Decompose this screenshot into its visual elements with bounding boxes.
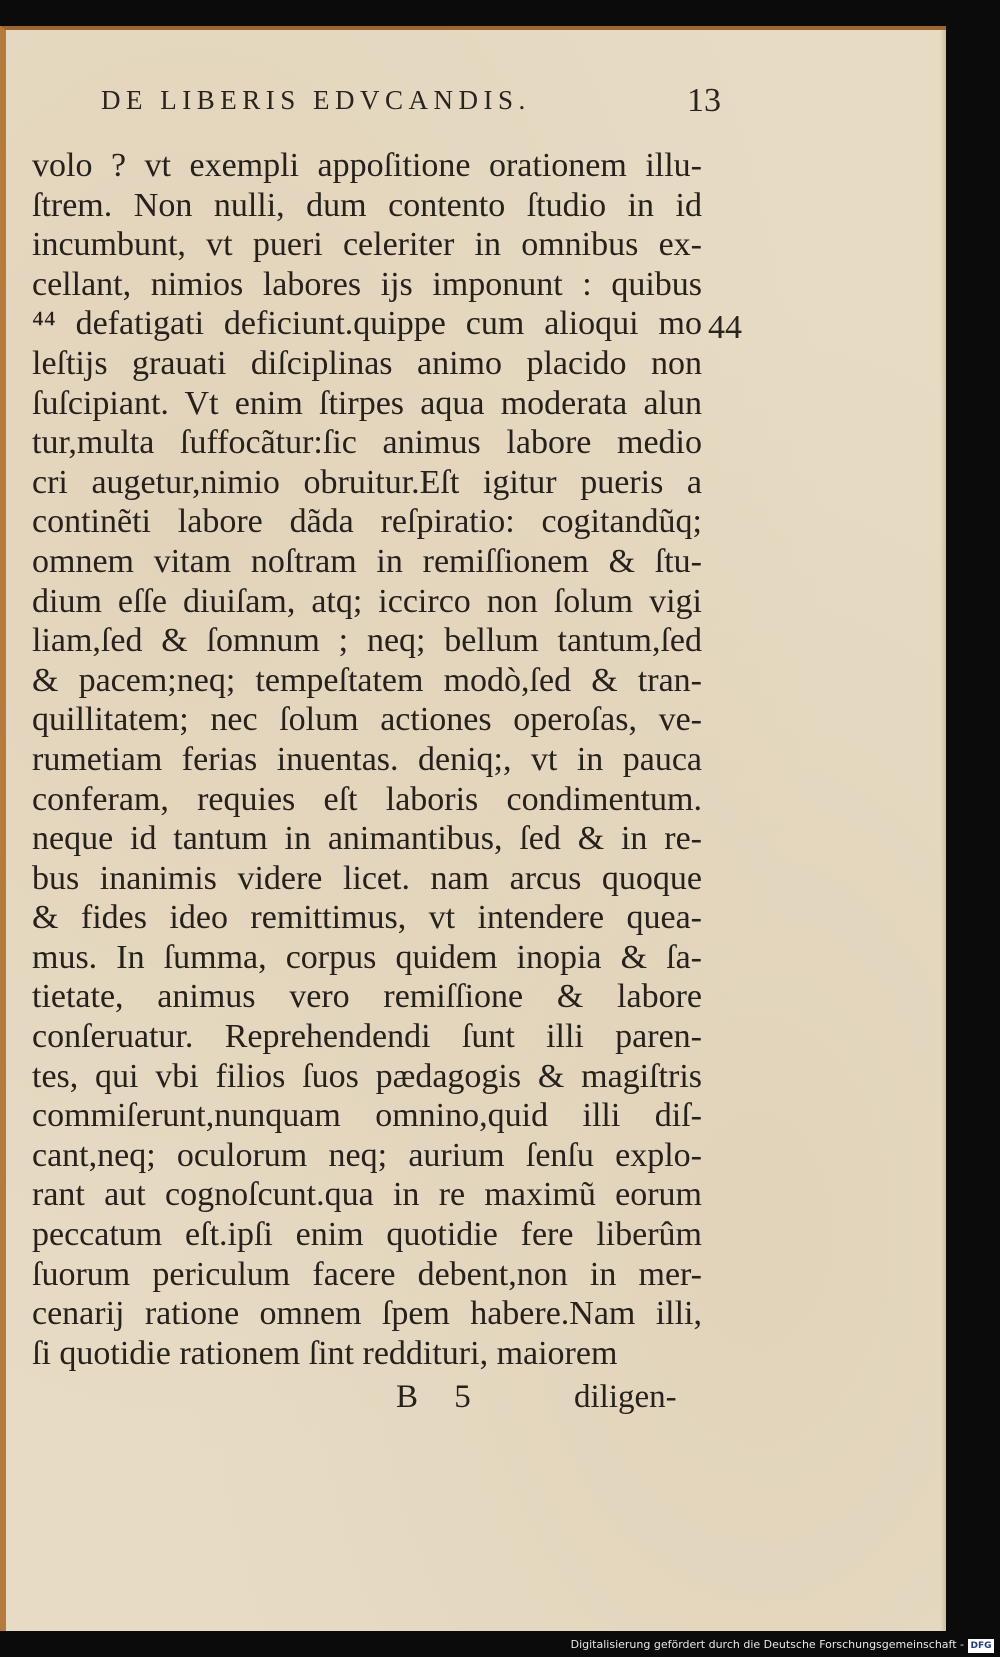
- text-line: commiſerunt,nunquam omnino,quid illi diſ-: [32, 1097, 702, 1135]
- dfg-logo: DFG: [968, 1639, 994, 1653]
- text-line: leſtijs grauati diſciplinas animo placido non: [32, 344, 702, 382]
- text-line: incumbunt, vt pueri celeriter in omnibus ex-: [32, 226, 702, 264]
- running-title: DE LIBERIS EDVCANDIS.: [101, 85, 531, 115]
- text-line: omnem vitam noſtram in remiſſionem & ſtu-: [32, 542, 702, 580]
- text-line: cellant, nimios labores ijs imponunt : quibus: [32, 265, 702, 303]
- text-line: cant,neq; oculorum neq; aurium ſenſu explo-: [32, 1136, 702, 1174]
- text-line: tur,multa ſuffocãtur:ſic animus labore medio: [32, 424, 702, 462]
- text-line: ſuorum periculum facere debent,non in mer-: [32, 1255, 702, 1293]
- text-line: ſuſcipiant. Vt enim ſtirpes aqua moderata alun: [32, 384, 702, 422]
- text-line: bus inanimis videre licet. nam arcus quoque: [32, 859, 702, 897]
- text-line: cri augetur,nimio obruitur.Eſt igitur pueris a: [32, 463, 702, 501]
- text-line: ſi quotidie rationem ſint reddituri, maiorem: [32, 1334, 618, 1372]
- text-line: & fides ideo remittimus, vt intendere quea-: [32, 899, 702, 937]
- text-line: ſtrem. Non nulli, dum contento ſtudio in id: [32, 186, 702, 224]
- page-number: 13: [687, 82, 721, 119]
- text-line: tietate, animus vero remiſſione & labore: [32, 978, 702, 1016]
- text-line: peccatum eſt.ipſi enim quotidie fere liberûm: [32, 1216, 702, 1254]
- text-line: conſeruatur. Reprehendendi ſunt illi paren-: [32, 1018, 702, 1056]
- text-line: continẽti labore dãda reſpiratio: cogitandũq;: [32, 503, 702, 541]
- text-line: rumetiam ferias inuentas. deniq;, vt in pauca: [32, 740, 702, 778]
- text-line: mus. In ſumma, corpus quidem inopia & ſa-: [32, 938, 702, 976]
- book-page: [0, 26, 946, 1631]
- text-line: liam,ſed & ſomnum ; neq; bellum tantum,ſed: [32, 622, 702, 660]
- page-footer: [6, 1379, 952, 1419]
- digitization-credit: Digitalisierung gefördert durch die Deutsche Forschungsgemeinschaft -: [570, 1638, 964, 1651]
- text-line: dium eſſe diuiſam, atq; iccirco non ſolum vigi: [32, 582, 702, 620]
- text-line: rant aut cognoſcunt.qua in re maximũ eorum: [32, 1176, 702, 1214]
- text-line: ⁴⁴ defatigati deficiunt.quippe cum alioqui mo: [32, 305, 702, 343]
- text-line: volo ? vt exempli appoſitione orationem illu-: [32, 147, 702, 184]
- page-header: [101, 82, 721, 125]
- text-line: neque id tantum in animantibus, ſed & in re-: [32, 820, 702, 858]
- text-line: tes, qui vbi filios ſuos pædagogis & magiſtris: [32, 1057, 702, 1095]
- text-line: & pacem;neq; tempeſtatem modò,ſed & tran-: [32, 661, 702, 699]
- text-line: quillitatem; nec ſolum actiones operoſas, ve-: [32, 701, 702, 739]
- text-line: conferam, requies eſt laboris condimentum.: [32, 780, 702, 818]
- margin-note: 44: [708, 309, 742, 346]
- signature-mark: B 5: [396, 1379, 485, 1415]
- body-text: [32, 146, 702, 1373]
- text-line: cenarij ratione omnem ſpem habere.Nam illi,: [32, 1295, 702, 1333]
- catchword: diligen-: [574, 1379, 677, 1415]
